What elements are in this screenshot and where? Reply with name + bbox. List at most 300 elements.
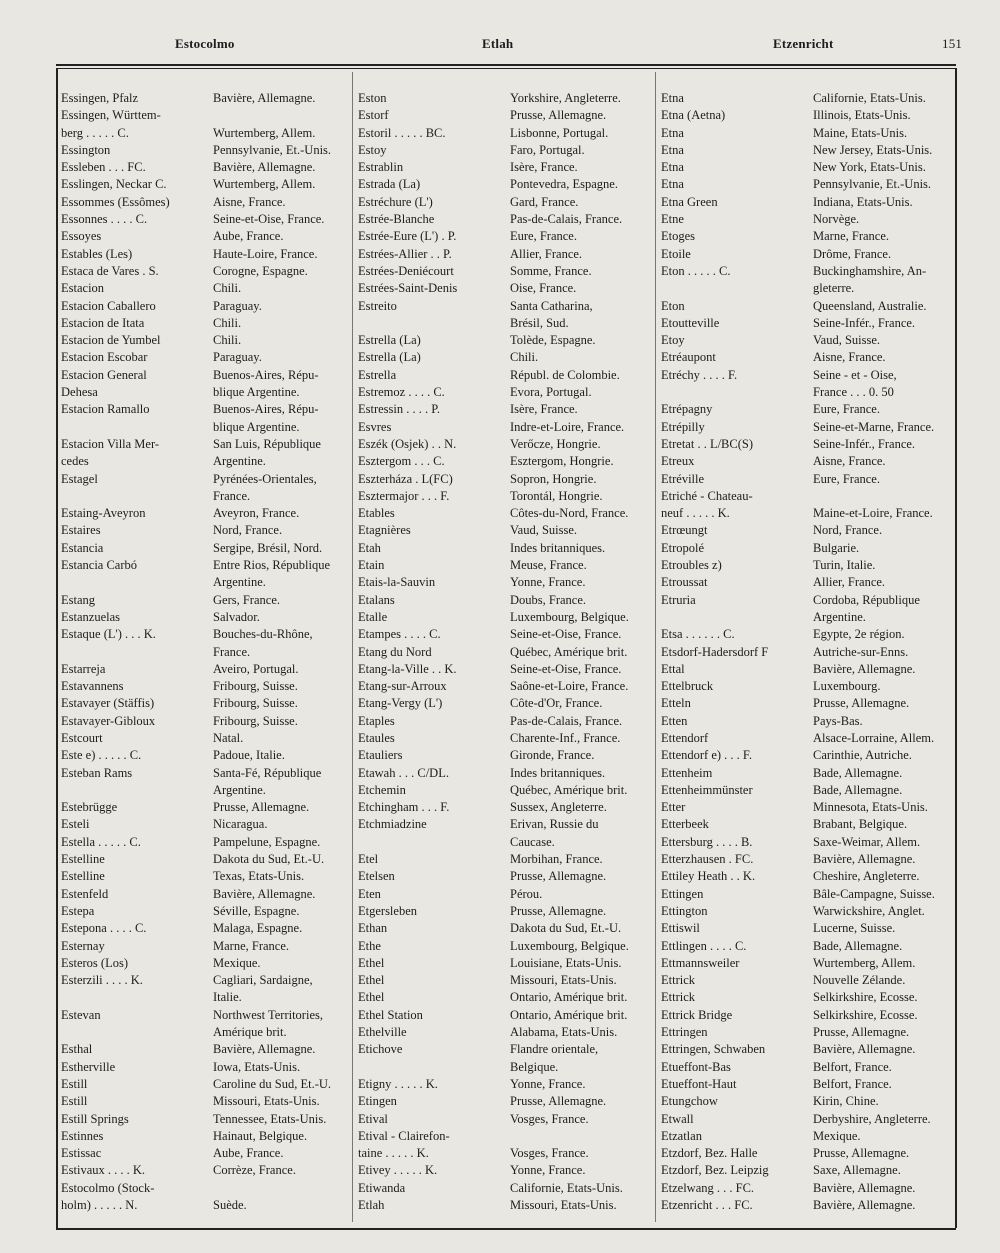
- place-location: Belgique.: [510, 1059, 559, 1074]
- place-location: Maine-et-Loire, France.: [813, 506, 933, 521]
- place-name: Estevan: [61, 1007, 101, 1022]
- place-location: Prusse, Allemagne.: [510, 903, 607, 918]
- place-name: Ethel: [358, 990, 385, 1005]
- entry-row: [358, 695, 648, 712]
- place-name: Estaque (L') . . . K.: [61, 627, 156, 642]
- place-location: Aveiro, Portugal.: [213, 661, 299, 676]
- place-name: Ethan: [358, 921, 388, 936]
- place-name: Esteli: [61, 817, 90, 832]
- entry-row: [358, 1007, 648, 1024]
- place-location: Saxe, Allemagne.: [813, 1163, 901, 1178]
- place-name: Esztermajor . . . F.: [358, 488, 450, 503]
- place-name: Ethel: [358, 955, 385, 970]
- entry-row: [61, 1059, 351, 1076]
- entry-row: [358, 1128, 648, 1145]
- place-location: Bavière, Allemagne.: [213, 886, 316, 901]
- place-location: Dakota du Sud, Et.-U.: [510, 921, 622, 936]
- place-location: Mexique.: [813, 1128, 861, 1143]
- place-location: Bavière, Allemagne.: [813, 852, 916, 867]
- place-name: Etang-la-Ville . . K.: [358, 661, 457, 676]
- place-location: Pas-de-Calais, France.: [510, 212, 623, 227]
- place-location: Turin, Italie.: [813, 558, 876, 573]
- place-location: Buckinghamshire, An-: [813, 263, 927, 278]
- place-name: Estoy: [358, 142, 387, 157]
- place-name: Etterbeek: [661, 817, 709, 832]
- place-name: Ethelville: [358, 1025, 407, 1040]
- entry-row: [661, 903, 951, 920]
- place-name: Estables (Les): [61, 246, 133, 261]
- entry-row: [61, 315, 351, 332]
- place-name: Estréchure (L'): [358, 194, 433, 209]
- place-location: Aisne, France.: [813, 454, 886, 469]
- entry-row: [61, 211, 351, 228]
- place-location: [510, 1128, 648, 1145]
- place-name: Essonnes . . . . C.: [61, 212, 148, 227]
- entry-row: [61, 765, 351, 782]
- place-name: Estcourt: [61, 730, 103, 745]
- place-name: Essington: [61, 142, 111, 157]
- place-location: [813, 488, 951, 505]
- entry-row: [661, 661, 951, 678]
- place-name: Etagnières: [358, 523, 411, 538]
- place-name: Etais-la-Sauvin: [358, 575, 436, 590]
- entry-row: [61, 107, 351, 124]
- place-location: Chili.: [213, 333, 242, 348]
- place-name: Etriché - Chateau-: [661, 488, 753, 503]
- place-location: Lucerne, Suisse.: [813, 921, 896, 936]
- entry-row: [661, 557, 951, 574]
- place-location: Morbihan, France.: [510, 852, 603, 867]
- place-location: Bouches-du-Rhône,: [213, 627, 313, 642]
- place-location: [213, 107, 351, 124]
- entry-row: [661, 644, 951, 661]
- entry-row: [61, 938, 351, 955]
- place-location: Chili.: [213, 315, 242, 330]
- place-name: Ettenheimmünster: [661, 782, 753, 797]
- entry-row: [61, 955, 351, 972]
- place-location: blique Argentine.: [213, 419, 300, 434]
- place-name: Etzenricht . . . FC.: [661, 1198, 753, 1212]
- place-name: Estreito: [358, 298, 397, 313]
- place-location: Gard, France.: [510, 194, 579, 209]
- place-name: Estaing-Aveyron: [61, 506, 146, 521]
- place-name: Etelsen: [358, 869, 395, 884]
- entry-row: [661, 1111, 951, 1128]
- place-location: Warwickshire, Anglet.: [813, 903, 925, 918]
- place-name: Etoy: [661, 333, 685, 348]
- place-location: Allier, France.: [510, 246, 583, 261]
- place-location: Bavière, Allemagne.: [213, 1042, 316, 1057]
- place-location: Sergipe, Brésil, Nord.: [213, 540, 323, 555]
- place-name: Etingen: [358, 1094, 397, 1109]
- entry-row: [61, 125, 351, 142]
- entry-row: [61, 799, 351, 816]
- place-location: Amérique brit.: [213, 1025, 287, 1040]
- place-name: Estivaux . . . . K.: [61, 1163, 146, 1178]
- place-name: Etréchy . . . . F.: [661, 367, 738, 382]
- entry-row: [358, 1093, 648, 1110]
- place-location: Républ. de Colombie.: [510, 367, 620, 382]
- place-location: Aveyron, France.: [213, 506, 300, 521]
- place-location: Saxe-Weimar, Allem.: [813, 834, 921, 849]
- place-location: Yonne, France.: [510, 1163, 586, 1178]
- place-location: Meuse, France.: [510, 558, 587, 573]
- place-location: Northwest Territories,: [213, 1007, 323, 1022]
- entry-row: [661, 315, 951, 332]
- place-location: Prusse, Allemagne.: [213, 800, 310, 815]
- place-location: Nicaragua.: [213, 817, 268, 832]
- entry-row: [358, 194, 648, 211]
- entry-row: [61, 436, 351, 453]
- place-name: Estocolmo (Stock-: [61, 1180, 155, 1195]
- place-name: Estressin . . . . P.: [358, 402, 440, 417]
- entry-row: [661, 868, 951, 885]
- place-location: Indes britanniques.: [510, 540, 606, 555]
- place-name: Etival: [358, 1111, 388, 1126]
- entry-row: [61, 782, 351, 799]
- place-name: Estrée-Blanche: [358, 212, 435, 227]
- place-name: Etain: [358, 558, 385, 573]
- place-location: Cordoba, République: [813, 592, 920, 607]
- place-location: Bade, Allemagne.: [813, 782, 903, 797]
- entry-row: [661, 505, 951, 522]
- place-location: Argentine.: [813, 609, 866, 624]
- entry-row: [661, 730, 951, 747]
- entry-row: [61, 419, 351, 436]
- place-name: Estrella (La): [358, 350, 421, 365]
- entry-row: [61, 747, 351, 764]
- place-name: Etteln: [661, 696, 691, 711]
- place-name: Estrada (La): [358, 177, 421, 192]
- place-location: Luxembourg.: [813, 679, 881, 694]
- place-name: Estill: [61, 1076, 88, 1091]
- place-name: Etwall: [661, 1111, 694, 1126]
- place-location: Norvège.: [813, 212, 860, 227]
- place-location: Bavière, Allemagne.: [813, 1198, 916, 1212]
- entry-row: [358, 834, 648, 851]
- place-name: Etables: [358, 506, 395, 521]
- place-location: Yorkshire, Angleterre.: [510, 91, 621, 105]
- place-name: cedes: [61, 454, 89, 469]
- place-location: Pontevedra, Espagne.: [510, 177, 618, 192]
- place-name: Estrées-Deniécourt: [358, 263, 454, 278]
- place-location: Egypte, 2e région.: [813, 627, 905, 642]
- entry-row: [61, 592, 351, 609]
- entry-row: [661, 989, 951, 1006]
- entry-row: [61, 90, 351, 107]
- place-name: Estacion Escobar: [61, 350, 148, 365]
- place-location: Queensland, Australie.: [813, 298, 927, 313]
- place-location: Esztergom, Hongrie.: [510, 454, 614, 469]
- place-location: Argentine.: [213, 575, 266, 590]
- place-name: Ettenheim: [661, 765, 713, 780]
- entry-row: [358, 557, 648, 574]
- place-location: Missouri, Etats-Unis.: [510, 1198, 617, 1212]
- entry-row: [661, 159, 951, 176]
- place-name: Estrées-Allier . . P.: [358, 246, 452, 261]
- place-name: Estarreja: [61, 661, 106, 676]
- place-location: Missouri, Etats-Unis.: [213, 1094, 320, 1109]
- place-name: Etawah . . . C/DL.: [358, 765, 449, 780]
- place-location: Brabant, Belgique.: [813, 817, 908, 832]
- place-name: Estinnes: [61, 1128, 104, 1143]
- place-name: neuf . . . . . K.: [661, 506, 730, 521]
- place-location: Evora, Portugal.: [510, 385, 592, 400]
- place-location: Somme, France.: [510, 263, 592, 278]
- entry-row: [61, 695, 351, 712]
- place-name: Etna: [661, 142, 684, 157]
- place-location: Santa Catharina,: [510, 298, 593, 313]
- place-name: Etrœungt: [661, 523, 708, 538]
- entry-row: [661, 384, 951, 401]
- place-name: Eszterháza . L(FC): [358, 471, 453, 486]
- place-name: Etungchow: [661, 1094, 718, 1109]
- place-name: Estacion Ramallo: [61, 402, 150, 417]
- place-name: Ettringen: [661, 1025, 708, 1040]
- entry-row: [358, 886, 648, 903]
- place-name: Este e) . . . . . C.: [61, 748, 142, 763]
- place-name: Estoril . . . . . BC.: [358, 125, 446, 140]
- entry-row: [61, 626, 351, 643]
- entry-row: [61, 834, 351, 851]
- place-location: Flandre orientale,: [510, 1042, 599, 1057]
- entry-row: [661, 436, 951, 453]
- entry-row: [358, 574, 648, 591]
- bottom-rule: [56, 1228, 956, 1230]
- place-name: Etauliers: [358, 748, 403, 763]
- entry-row: [358, 280, 648, 297]
- entry-row: [661, 886, 951, 903]
- place-name: Ettersburg . . . . B.: [661, 834, 753, 849]
- entry-row: [661, 1024, 951, 1041]
- place-name: Etigny . . . . . K.: [358, 1076, 438, 1091]
- entry-row: [61, 868, 351, 885]
- entry-row: [358, 730, 648, 747]
- place-location: Indiana, Etats-Unis.: [813, 194, 913, 209]
- place-location: Torontál, Hongrie.: [510, 488, 603, 503]
- entries-column-2: [358, 90, 648, 1214]
- place-name: [61, 419, 213, 436]
- place-name: Etchemin: [358, 782, 406, 797]
- entry-row: [661, 782, 951, 799]
- entry-row: [661, 125, 951, 142]
- place-name: Etaules: [358, 730, 395, 745]
- place-name: [661, 609, 813, 626]
- place-name: Estissac: [61, 1146, 102, 1161]
- place-location: Vaud, Suisse.: [510, 523, 578, 538]
- entry-row: [61, 280, 351, 297]
- place-name: Etchmiadzine: [358, 817, 427, 832]
- place-location: Prusse, Allemagne.: [813, 696, 910, 711]
- place-name: Estrella: [358, 367, 397, 382]
- entry-row: [358, 505, 648, 522]
- place-location: Prusse, Allemagne.: [510, 108, 607, 123]
- place-name: Etroubles z): [661, 558, 722, 573]
- place-location: Aisne, France.: [813, 350, 886, 365]
- place-name: Estepa: [61, 903, 95, 918]
- entry-row: [661, 298, 951, 315]
- entry-row: [661, 765, 951, 782]
- entry-row: [61, 332, 351, 349]
- place-name: Etréaupont: [661, 350, 716, 365]
- place-name: Etzdorf, Bez. Halle: [661, 1146, 758, 1161]
- place-location: Eure, France.: [813, 471, 880, 486]
- place-location: Cagliari, Sardaigne,: [213, 973, 313, 988]
- entry-row: [61, 557, 351, 574]
- place-location: Marne, France.: [813, 229, 890, 244]
- entry-row: [358, 661, 648, 678]
- entry-row: [358, 592, 648, 609]
- place-location: Québec, Amérique brit.: [510, 644, 628, 659]
- place-location: Salvador.: [213, 609, 260, 624]
- place-location: France . . . 0. 50: [813, 385, 894, 400]
- entry-row: [358, 1059, 648, 1076]
- place-location: [213, 1180, 351, 1197]
- place-location: Bavière, Allemagne.: [813, 661, 916, 676]
- place-name: Estacion: [61, 281, 105, 296]
- place-location: Fribourg, Suisse.: [213, 679, 298, 694]
- place-location: gleterre.: [813, 281, 855, 296]
- entry-row: [61, 159, 351, 176]
- place-location: Bavière, Allemagne.: [813, 1042, 916, 1057]
- place-location: blique Argentine.: [213, 385, 300, 400]
- entry-row: [661, 1059, 951, 1076]
- place-name: Esteban Rams: [61, 765, 133, 780]
- place-location: Haute-Loire, France.: [213, 246, 318, 261]
- place-name: Estepona . . . . C.: [61, 921, 147, 936]
- entry-row: [661, 816, 951, 833]
- place-location: Côtes-du-Nord, France.: [510, 506, 629, 521]
- entry-row: [61, 1007, 351, 1024]
- entry-row: [358, 211, 648, 228]
- place-location: Sopron, Hongrie.: [510, 471, 597, 486]
- place-name: Ethe: [358, 938, 381, 953]
- place-name: Etampes . . . . C.: [358, 627, 441, 642]
- entry-row: [358, 609, 648, 626]
- place-location: Californie, Etats-Unis.: [510, 1180, 623, 1195]
- entry-row: [661, 972, 951, 989]
- place-name: Etoutteville: [661, 315, 720, 330]
- place-location: Wurtemberg, Allem.: [213, 125, 316, 140]
- running-head-center: Etlah: [482, 36, 514, 51]
- entry-row: [358, 644, 648, 661]
- entry-row: [61, 678, 351, 695]
- entry-row: [661, 263, 951, 280]
- place-location: Santa-Fé, République: [213, 765, 322, 780]
- place-location: Tolède, Espagne.: [510, 333, 596, 348]
- place-location: Illinois, Etats-Unis.: [813, 108, 911, 123]
- place-name: Estacion Villa Mer-: [61, 436, 160, 451]
- place-name: Estang: [61, 592, 96, 607]
- place-name: Ettlingen . . . . C.: [661, 938, 747, 953]
- place-location: Luxembourg, Belgique.: [510, 938, 629, 953]
- entry-row: [61, 349, 351, 366]
- place-location: Corogne, Espagne.: [213, 263, 308, 278]
- place-name: Ettendorf e) . . . F.: [661, 748, 752, 763]
- place-location: Mexique.: [213, 955, 261, 970]
- entry-row: [61, 644, 351, 661]
- place-name: Esslingen, Neckar C.: [61, 177, 167, 192]
- place-name: Estelline: [61, 869, 105, 884]
- place-name: Ettrick: [661, 973, 696, 988]
- entry-row: [61, 886, 351, 903]
- place-name: Etruria: [661, 592, 696, 607]
- place-name: [661, 280, 813, 297]
- entry-row: [61, 972, 351, 989]
- place-location: Argentine.: [213, 454, 266, 469]
- place-location: Lisbonne, Portugal.: [510, 125, 609, 140]
- entry-row: [358, 1076, 648, 1093]
- entry-row: [661, 90, 951, 107]
- place-name: Ettmannsweiler: [661, 955, 740, 970]
- place-name: Ettiswil: [661, 921, 700, 936]
- place-name: [661, 384, 813, 401]
- entry-row: [61, 540, 351, 557]
- place-name: holm) . . . . . N.: [61, 1198, 138, 1212]
- entry-row: [661, 747, 951, 764]
- place-name: Estenfeld: [61, 886, 109, 901]
- place-name: Etsa . . . . . . C.: [661, 627, 735, 642]
- place-name: Estaires: [61, 523, 101, 538]
- place-location: Wurtemberg, Allem.: [813, 955, 916, 970]
- place-location: Corrèze, France.: [213, 1163, 296, 1178]
- place-location: Gironde, France.: [510, 748, 595, 763]
- place-name: Etzatlan: [661, 1128, 702, 1143]
- entry-row: [661, 280, 951, 297]
- place-location: Indes britanniques.: [510, 765, 606, 780]
- place-name: taine . . . . . K.: [358, 1146, 429, 1161]
- top-rule-thin: [56, 68, 956, 69]
- place-location: Nord, France.: [213, 523, 283, 538]
- place-name: Etzdorf, Bez. Leipzig: [661, 1163, 769, 1178]
- running-head-left: Estocolmo: [175, 36, 235, 51]
- place-name: Etival - Clairefon-: [358, 1128, 450, 1143]
- place-location: Caucase.: [510, 834, 555, 849]
- place-location: Prusse, Allemagne.: [813, 1025, 910, 1040]
- place-name: Estavannens: [61, 679, 124, 694]
- entry-row: [358, 747, 648, 764]
- entry-row: [358, 263, 648, 280]
- place-location: Texas, Etats-Unis.: [213, 869, 305, 884]
- place-location: Fribourg, Suisse.: [213, 696, 298, 711]
- place-name: Estancia: [61, 540, 104, 555]
- place-location: Erivan, Russie du: [510, 817, 599, 832]
- entry-row: [358, 315, 648, 332]
- place-name: Esvres: [358, 419, 392, 434]
- place-location: Dakota du Sud, Et.-U.: [213, 852, 325, 867]
- place-name: Etreux: [661, 454, 695, 469]
- place-name: Estaca de Vares . S.: [61, 263, 159, 278]
- place-name: Eszék (Osjek) . . N.: [358, 436, 457, 451]
- place-name: Etropolé: [661, 540, 705, 555]
- place-name: Estrablin: [358, 160, 404, 175]
- entry-row: [358, 298, 648, 315]
- place-location: Bade, Allemagne.: [813, 938, 903, 953]
- place-location: Bavière, Allemagne.: [213, 160, 316, 175]
- place-location: Ontario, Amérique brit.: [510, 1007, 628, 1022]
- place-name: Etna (Aetna): [661, 108, 726, 123]
- place-name: [358, 1059, 510, 1076]
- entry-row: [61, 228, 351, 245]
- entry-row: [661, 194, 951, 211]
- entry-row: [358, 176, 648, 193]
- place-location: Eure, France.: [813, 402, 880, 417]
- place-name: Estacion General: [61, 367, 147, 382]
- place-name: Essommes (Essômes): [61, 194, 170, 209]
- entry-row: [358, 868, 648, 885]
- place-name: Etna: [661, 91, 684, 105]
- place-name: Ethel: [358, 973, 385, 988]
